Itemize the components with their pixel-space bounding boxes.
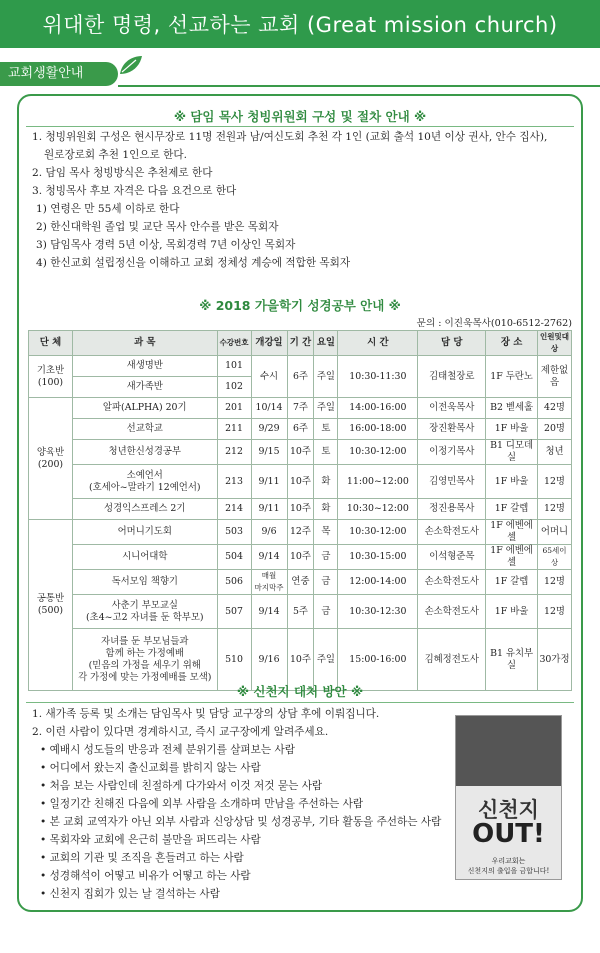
table-row <box>29 570 572 595</box>
section1-line-1: 1. 청빙위원회 구성은 현시무장로 11명 전원과 남/여신도회 추천 각 1인 (교회 출석 10년 이상 권사, 안수 집사), <box>32 131 548 143</box>
instructor: 이정기목사 <box>418 440 486 465</box>
duration: 6주 <box>287 419 314 440</box>
duration: 7주 <box>287 398 314 419</box>
capacity: 제한없음 <box>538 356 572 398</box>
capacity: 청년 <box>538 440 572 465</box>
course-name: 소예언서 <box>126 469 163 481</box>
course-name: 독서모임 책향기 <box>72 570 217 595</box>
list-item: • 예배시 성도들의 반응과 전체 분위기를 살펴보는 사람 <box>40 744 295 756</box>
col-header: 시 간 <box>338 331 418 356</box>
time: 10:30-12:00 <box>338 440 418 465</box>
course-name: 시니어대학 <box>72 545 217 570</box>
start-date: 9/6 <box>251 520 287 545</box>
duration: 10주 <box>287 440 314 465</box>
time: 16:00-18:00 <box>338 419 418 440</box>
location: 1F 갈렙 <box>486 570 538 595</box>
duration: 10주 <box>287 545 314 570</box>
section3-title: ※ 신천지 대처 방안 ※ <box>236 684 364 699</box>
header-title: 위대한 명령, 선교하는 교회 (Great mission church) <box>42 13 558 37</box>
instructor: 손소학전도사 <box>418 520 486 545</box>
location: 1F 에벤에셀 <box>486 545 538 570</box>
section1-line-7: 3) 담임목사 경력 5년 이상, 목회경력 7년 이상인 목회자 <box>36 239 296 251</box>
course-name-line-2: 함께 하는 가정예배 <box>105 647 184 659</box>
group-code: (200) <box>37 458 64 470</box>
location: 1F 에벤에셀 <box>486 520 538 545</box>
col-header: 요일 <box>314 331 338 356</box>
col-header: 수강번호 <box>217 331 251 356</box>
location: 1F 바울 <box>486 465 538 499</box>
shincheonji-out-poster <box>455 715 562 880</box>
start-date: 수시 <box>251 356 287 398</box>
table-row <box>29 419 572 440</box>
list-item: • 성경해석이 어떻고 비유가 어떻고 하는 사람 <box>40 870 251 882</box>
section2-title: ※ 2018 가을학기 성경공부 안내 ※ <box>199 298 401 313</box>
course-note: (호세아~말라기 12예언서) <box>88 481 201 493</box>
location: B2 벧세홀 <box>486 398 538 419</box>
time: 10:30~12:00 <box>338 499 418 520</box>
course-name: 청년한신성경공부 <box>72 440 217 465</box>
weekday: 토 <box>314 419 338 440</box>
poster-title-out: OUT! <box>472 819 545 849</box>
poster-subtitle: 우리교회는 <box>491 857 526 865</box>
duration: 12주 <box>287 520 314 545</box>
course-name: 성경익스프레스 2기 <box>72 499 217 520</box>
table-header-row <box>29 331 572 356</box>
list-item: • 목회자와 교회에 은근히 불만을 퍼뜨리는 사람 <box>40 834 261 846</box>
course-number: 214 <box>217 499 251 520</box>
course-number: 201 <box>217 398 251 419</box>
start-date-cell <box>251 570 287 595</box>
group-name: 양육반 <box>36 446 65 458</box>
instructor: 장진환목사 <box>418 419 486 440</box>
weekday: 토 <box>314 440 338 465</box>
contact-info: 문의 : 이진욱목사(010-6512-2762) <box>416 318 572 329</box>
start-date: 9/15 <box>251 440 287 465</box>
duration: 5주 <box>287 595 314 629</box>
time: 10:30-12:30 <box>338 595 418 629</box>
capacity: 12명 <box>538 595 572 629</box>
table-row <box>29 356 572 377</box>
section1-title: ※ 담임 목사 청빙위원회 구성 및 절차 안내 ※ <box>173 109 427 124</box>
location: 1F 바울 <box>486 595 538 629</box>
group-cell <box>29 398 73 520</box>
location: 1F 바울 <box>486 419 538 440</box>
course-number: 503 <box>217 520 251 545</box>
section1-line-6: 2) 한신대학원 졸업 및 교단 목사 안수를 받은 목회자 <box>36 221 279 233</box>
weekday: 목 <box>314 520 338 545</box>
section1-line-3: 2. 담임 목사 청빙방식은 추천제로 한다 <box>32 167 213 179</box>
course-name: 사춘기 부모교실 <box>111 599 178 611</box>
section1-line-5: 1) 연령은 만 55세 이하로 한다 <box>36 203 180 215</box>
section1-line-4: 3. 청빙목사 후보 자격은 다음 요건으로 한다 <box>32 185 237 197</box>
instructor: 김혜정전도사 <box>418 629 486 691</box>
col-header: 개강일 <box>251 331 287 356</box>
col-header: 장 소 <box>486 331 538 356</box>
capacity: 12명 <box>538 465 572 499</box>
course-name: 알파(ALPHA) 20기 <box>72 398 217 419</box>
instructor: 이석형준목 <box>418 545 486 570</box>
course-number: 212 <box>217 440 251 465</box>
poster-title: 신천지 <box>478 798 539 822</box>
start-date: 9/11 <box>251 465 287 499</box>
start-date: 9/29 <box>251 419 287 440</box>
poster-photo <box>456 716 561 786</box>
course-number: 506 <box>217 570 251 595</box>
course-name: 새가족반 <box>72 377 217 398</box>
list-item: • 일정기간 친해진 다음에 외부 사람을 소개하며 만남을 주선하는 사람 <box>40 798 364 810</box>
course-name: 선교학교 <box>72 419 217 440</box>
col-header: 과 목 <box>72 331 217 356</box>
location: B1 디모데실 <box>486 440 538 465</box>
capacity: 어머니 <box>538 520 572 545</box>
start-date: 9/14 <box>251 545 287 570</box>
col-header: 인원및대상 <box>538 331 572 356</box>
start-date: 10/14 <box>251 398 287 419</box>
table-row <box>29 465 572 499</box>
list-item: • 신천지 집회가 있는 날 결석하는 사람 <box>40 888 220 900</box>
section3-line-2: 2. 이런 사람이 있다면 경계하시고, 즉시 교구장에게 알려주세요. <box>32 726 329 738</box>
start-date: 9/16 <box>251 629 287 691</box>
group-cell <box>29 356 73 398</box>
capacity: 30가정 <box>538 629 572 691</box>
weekday: 금 <box>314 570 338 595</box>
weekday: 금 <box>314 545 338 570</box>
weekday: 화 <box>314 465 338 499</box>
tab-underline <box>118 85 600 87</box>
page-header <box>0 0 600 48</box>
time: 15:00-16:00 <box>338 629 418 691</box>
weekday: 주일 <box>314 356 338 398</box>
course-note: (초4~고2 자녀를 둔 학부모) <box>85 611 204 623</box>
instructor: 손소학전도사 <box>418 595 486 629</box>
col-header: 담 당 <box>418 331 486 356</box>
duration: 10주 <box>287 629 314 691</box>
duration: 10주 <box>287 465 314 499</box>
location: B1 유치부실 <box>486 629 538 691</box>
course-name: 새생명반 <box>72 356 217 377</box>
start-date-note: 마지막주 <box>254 583 284 592</box>
section1-line-8: 4) 한신교회 설립정신을 이해하고 교회 정체성 계승에 적합한 목회자 <box>36 257 351 269</box>
course-name-cell <box>72 595 217 629</box>
table-row <box>29 499 572 520</box>
col-header: 단 체 <box>29 331 73 356</box>
course-number: 504 <box>217 545 251 570</box>
course-number: 102 <box>217 377 251 398</box>
section3-line-1: 1. 새가족 등록 및 소개는 담임목사 및 담당 교구장의 상담 후에 이뤄집니다. <box>32 708 380 720</box>
group-name: 공통반 <box>36 593 65 604</box>
poster-subtitle-2: 신천지의 출입을 금합니다! <box>467 867 550 875</box>
time: 12:00-14:00 <box>338 570 418 595</box>
course-name-cell <box>72 465 217 499</box>
location: 1F 갈렙 <box>486 499 538 520</box>
instructor: 김영민목사 <box>418 465 486 499</box>
weekday: 주일 <box>314 398 338 419</box>
start-date: 9/14 <box>251 595 287 629</box>
list-item: • 어디에서 왔는지 출신교회를 밝히지 않는 사람 <box>40 762 261 774</box>
course-number: 211 <box>217 419 251 440</box>
group-cell <box>29 520 73 691</box>
time: 11:00~12:00 <box>338 465 418 499</box>
instructor: 손소학전도사 <box>418 570 486 595</box>
instructor: 이전욱목사 <box>418 398 486 419</box>
section-tab-church-life: 교회생활안내 <box>0 62 118 86</box>
list-item: • 본 교회 교역자가 아닌 외부 사람과 신앙상담 및 성경공부, 기타 활동을 주선하는 사람 <box>40 816 442 828</box>
table-row <box>29 440 572 465</box>
capacity: 12명 <box>538 570 572 595</box>
section3-divider <box>26 702 574 703</box>
course-name: 자녀를 둔 부모님들과 <box>101 635 189 647</box>
col-header: 기 간 <box>287 331 314 356</box>
duration: 10주 <box>287 499 314 520</box>
course-number: 507 <box>217 595 251 629</box>
course-note-line-2: 각 가정에 맞는 가정예배를 모색) <box>78 671 212 683</box>
course-number: 213 <box>217 465 251 499</box>
leaf-icon <box>118 54 144 76</box>
time: 10:30-12:00 <box>338 520 418 545</box>
group-code: (100) <box>37 376 64 388</box>
location: 1F 두란노 <box>486 356 538 398</box>
section1-divider <box>26 126 574 127</box>
section1-line-2: 원로장로회 추천 1인으로 한다. <box>44 149 188 161</box>
instructor: 정진용목사 <box>418 499 486 520</box>
table-row <box>29 545 572 570</box>
time: 14:00-16:00 <box>338 398 418 419</box>
capacity: 42명 <box>538 398 572 419</box>
course-name: 어머니기도회 <box>72 520 217 545</box>
course-number: 510 <box>217 629 251 691</box>
capacity: 12명 <box>538 499 572 520</box>
table-row <box>29 520 572 545</box>
list-item: • 처음 보는 사람인데 친절하게 다가와서 이것 저것 묻는 사람 <box>40 780 323 792</box>
course-note: (믿음의 가정을 세우기 위해 <box>88 659 201 671</box>
weekday: 금 <box>314 595 338 629</box>
time: 10:30-15:00 <box>338 545 418 570</box>
start-date: 9/11 <box>251 499 287 520</box>
course-number: 101 <box>217 356 251 377</box>
weekday: 주일 <box>314 629 338 691</box>
group-code: (500) <box>37 605 64 616</box>
capacity: 65세이상 <box>538 545 572 570</box>
instructor: 김태철장로 <box>418 356 486 398</box>
bible-study-table <box>28 330 572 691</box>
time: 10:30-11:30 <box>338 356 418 398</box>
duration: 연중 <box>287 570 314 595</box>
list-item: • 교회의 기관 및 조직을 흔들려고 하는 사람 <box>40 852 244 864</box>
table-row <box>29 398 572 419</box>
group-name: 기초반 <box>36 364 65 376</box>
duration: 6주 <box>287 356 314 398</box>
capacity: 20명 <box>538 419 572 440</box>
weekday: 화 <box>314 499 338 520</box>
start-date: 매월 <box>261 571 277 580</box>
table-row <box>29 595 572 629</box>
